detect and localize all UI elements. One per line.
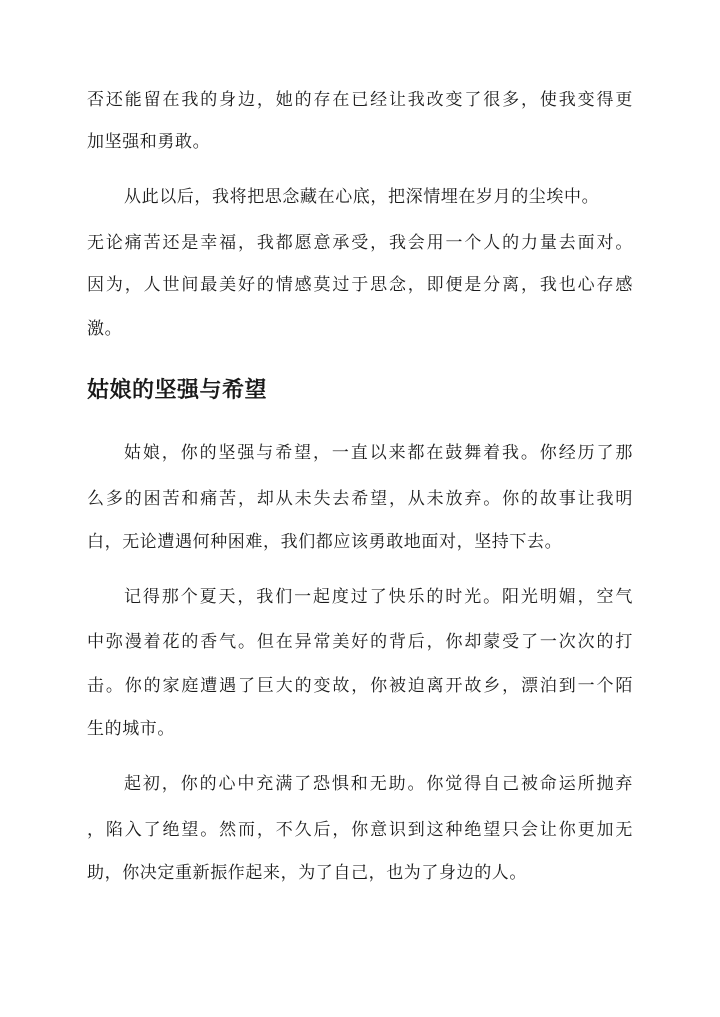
text-line: 记得那个夏天，我们一起度过了快乐的时光。阳光明媚，空气 (124, 587, 633, 607)
text-line: ，陷入了绝望。然而，不久后，你意识到这种绝望只会让你更加无 (87, 820, 633, 840)
text-line: 因为，人世间最美好的情感莫过于思念，即便是分离，我也心存感 (87, 275, 633, 295)
text-line: 无论痛苦还是幸福，我都愿意承受，我会用一个人的力量去面对。 (87, 233, 633, 253)
text-line: 起初，你的心中充满了恐惧和无助。你觉得自己被命运所抛弃 (124, 774, 633, 794)
text-line: 加坚强和勇敢。 (87, 132, 211, 152)
section-heading: 姑娘的坚强与希望 (87, 377, 268, 403)
text-line: 助，你决定重新振作起来，为了自己，也为了身边的人。 (87, 863, 527, 883)
text-line: 姑娘，你的坚强与希望，一直以来都在鼓舞着我。你经历了那 (124, 443, 633, 463)
text-line: 击。你的家庭遭遇了巨大的变故，你被迫离开故乡，漂泊到一个陌 (87, 676, 633, 696)
text-line: 么多的困苦和痛苦，却从未失去希望，从未放弃。你的故事让我明 (87, 489, 633, 509)
text-line: 否还能留在我的身边，她的存在已经让我改变了很多，使我变得更 (87, 90, 633, 110)
text-line: 白，无论遭遇何种困难，我们都应该勇敢地面对，坚持下去。 (87, 532, 563, 552)
text-line: 从此以后，我将把思念藏在心底，把深情埋在岁月的尘埃中。 (124, 187, 600, 207)
text-line: 生的城市。 (87, 719, 175, 739)
text-line: 激。 (87, 319, 123, 339)
text-line: 中弥漫着花的香气。但在异常美好的背后，你却蒙受了一次次的打 (87, 632, 633, 652)
